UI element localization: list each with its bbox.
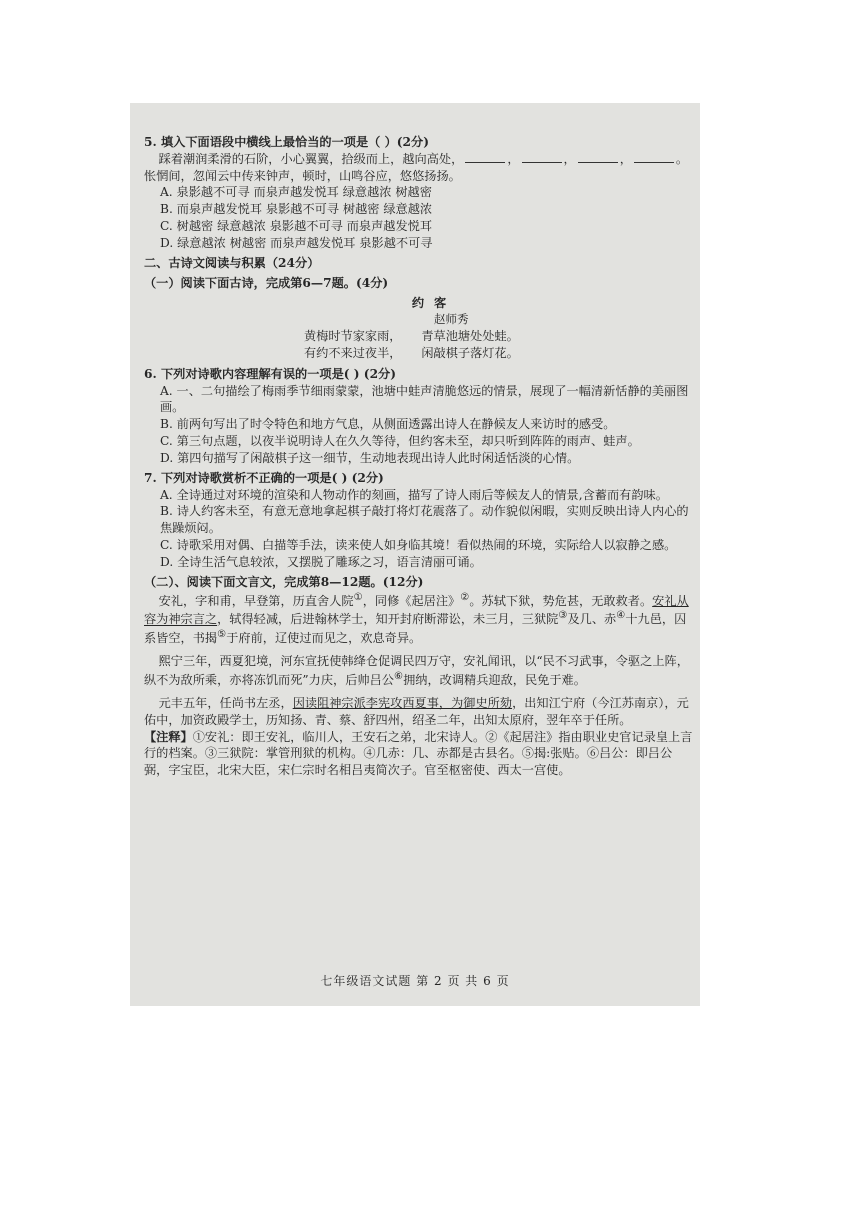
poem-line-2: 有约不来过夜半， 闲敲棋子落灯花。 (304, 345, 519, 360)
q5-passage-c: 怅惘间，忽闻云中传来钟声，顿时，山鸣谷应，悠悠扬扬。 (144, 168, 461, 183)
q5-option-d: D. 绿意越浓 树越密 而泉声越发悦耳 泉影越不可寻 (160, 235, 433, 250)
footnote-mark: ② (460, 591, 470, 603)
q7-stem: 7. 下列对诗歌赏析不正确的一项是( ) (2分) (144, 470, 384, 485)
q6-option-a: A. 一、二句描绘了梅雨季节细雨蒙蒙，池塘中蛙声清脆悠远的情景，展现了一幅清新恬静的美丽图画。 (160, 383, 689, 415)
exam-page (130, 103, 700, 1006)
part-1-heading: （一）阅读下面古诗，完成第6—7题。(4分) (144, 275, 389, 290)
blank-2 (522, 152, 562, 163)
poem (144, 295, 694, 361)
q5-stem: 5. 填入下面语段中横线上最恰当的一项是（ ）(2分) (144, 135, 429, 149)
q5-passage: 踩着潮润柔滑的石阶，小心翼翼，拾级而上，越向高处， ， ， ， 。怅惘间，忽闻云中传来钟声，顿时，山鸣谷应，悠悠扬扬。 (144, 151, 689, 183)
text-run: ，同修《起居注》 (362, 593, 461, 608)
section-2-heading: 二、古诗文阅读与积累（24分） (144, 255, 320, 270)
part-2-heading: （二）、阅读下面文言文，完成第8—12题。(12分) (144, 574, 424, 589)
q5-passage-a: 踩着潮润柔滑的石阶，小心翼翼，拾级而上，越向高处， (158, 151, 464, 166)
q5-option-a: A. 泉影越不可寻 而泉声越发悦耳 绿意越浓 树越密 (160, 185, 432, 200)
blank-1 (465, 152, 505, 163)
underlined-sentence-1: 安礼从容为神宗言之 (144, 593, 689, 627)
text-run: 安礼，字和甫，早登第，历直舍人院 (158, 593, 354, 608)
q6-stem: 6. 下列对诗歌内容理解有误的一项是( ) (2分) (144, 366, 396, 381)
footnote-mark: ⑥ (393, 671, 404, 683)
q7-option-b: B. 诗人约客未至，有意无意地拿起棋子敲打将灯花震落了。动作貌似闲暇，实则反映出诗人内心的焦躁烦闷。 (160, 504, 689, 536)
poem-title: 约客 (411, 296, 457, 311)
q6-option-b: B. 前两句写出了时令特色和地方气息，从侧面透露出诗人在静候友人来访时的感受。 (160, 417, 616, 432)
notes (144, 729, 694, 779)
notes-label: 【注释】 (144, 729, 193, 744)
blank-3 (578, 152, 618, 163)
text-run: ，出知江宁府（今江苏南京），元佑中，加资政殿学士，历知扬、青、蔡、舒四州，绍圣二年，出知太原府，翌年卒于任所。 (144, 695, 689, 727)
text-run: 及几、赤 (567, 612, 617, 627)
page-footer: 七年级语文试题 第 2 页 共 6 页 (320, 974, 510, 989)
footnote-mark: ⑤ (217, 629, 227, 641)
footnote-mark: ④ (616, 610, 626, 622)
text-run: ，轼得轻减，后进翰林学士，知开封府断滞讼，未三月，三狱院 (217, 612, 559, 627)
q6-option-c: C. 第三句点题，以夜半说明诗人在久久等待，但约客未至，却只听到阵阵的雨声、蛙声。 (160, 434, 640, 449)
blank-4 (634, 152, 674, 163)
text-run: 十九邑，囚系皆空，书揭 (144, 612, 687, 646)
underlined-sentence-2: 因读阻神宗派李宪攻西夏事，为御史所劾 (292, 695, 513, 710)
q5-option-c: C. 树越密 绿意越浓 泉影越不可寻 而泉声越发悦耳 (160, 219, 433, 234)
q7-option-c: C. 诗歌采用对偶、白描等手法，读来使人如身临其境！看似热闹的环境，实际给人以寂静之感。 (160, 538, 677, 553)
wenyan-paragraph-1 (144, 591, 694, 648)
wenyan-paragraph-3 (144, 695, 694, 729)
footnote-mark: ① (353, 591, 363, 603)
text-run: 元丰五年，任尚书左丞， (158, 695, 293, 710)
q5-passage-b: 。 (675, 151, 689, 166)
text-run: 拥纳，改调精兵迎敌，民免于难。 (403, 673, 586, 688)
wenyan-paragraph-2 (144, 653, 694, 689)
poem-author: 赵师秀 (434, 312, 469, 327)
poem-line-1: 黄梅时节家家雨， 青草池塘处处蛙。 (304, 329, 519, 344)
q5-option-b: B. 而泉声越发悦耳 泉影越不可寻 树越密 绿意越浓 (160, 202, 433, 217)
text-run: 熙宁三年，西夏犯境，河东宣抚使韩绛仓促调民四万守，安礼闻讯，以“民不习武事，令驱之上阵，纵不为敌所乘，亦将冻饥而死”力庆，后帅吕公 (144, 654, 689, 688)
q6-option-d: D. 第四句描写了闲敲棋子这一细节，生动地表现出诗人此时闲适恬淡的心情。 (160, 450, 580, 465)
q7-option-d: D. 全诗生活气息较浓，又摆脱了雕琢之习，语言清丽可诵。 (160, 554, 482, 569)
text-run: 于府前，辽使过而见之，欢息奇异。 (226, 631, 422, 646)
q7-option-a: A. 全诗通过对环境的渲染和人物动作的刻画，描写了诗人雨后等候友人的情景,含蓄而有韵味。 (160, 487, 668, 502)
notes-text: ①安礼：即王安礼，临川人，王安石之弟，北宋诗人。②《起居注》指由职业史官记录皇上言行的档案。③三狱院：掌管刑狱的机构。④几赤：几、赤都是古县名。⑤揭:张贴。⑥吕公：即吕公弼，字宝臣，北宋大臣，宋仁宗时名相吕夷简次子。官至枢密使、西太一宫使。 (144, 729, 693, 778)
footnote-mark: ③ (558, 610, 568, 622)
text-run: 。苏轼下狱，势危甚，无敢救者。 (469, 593, 653, 608)
